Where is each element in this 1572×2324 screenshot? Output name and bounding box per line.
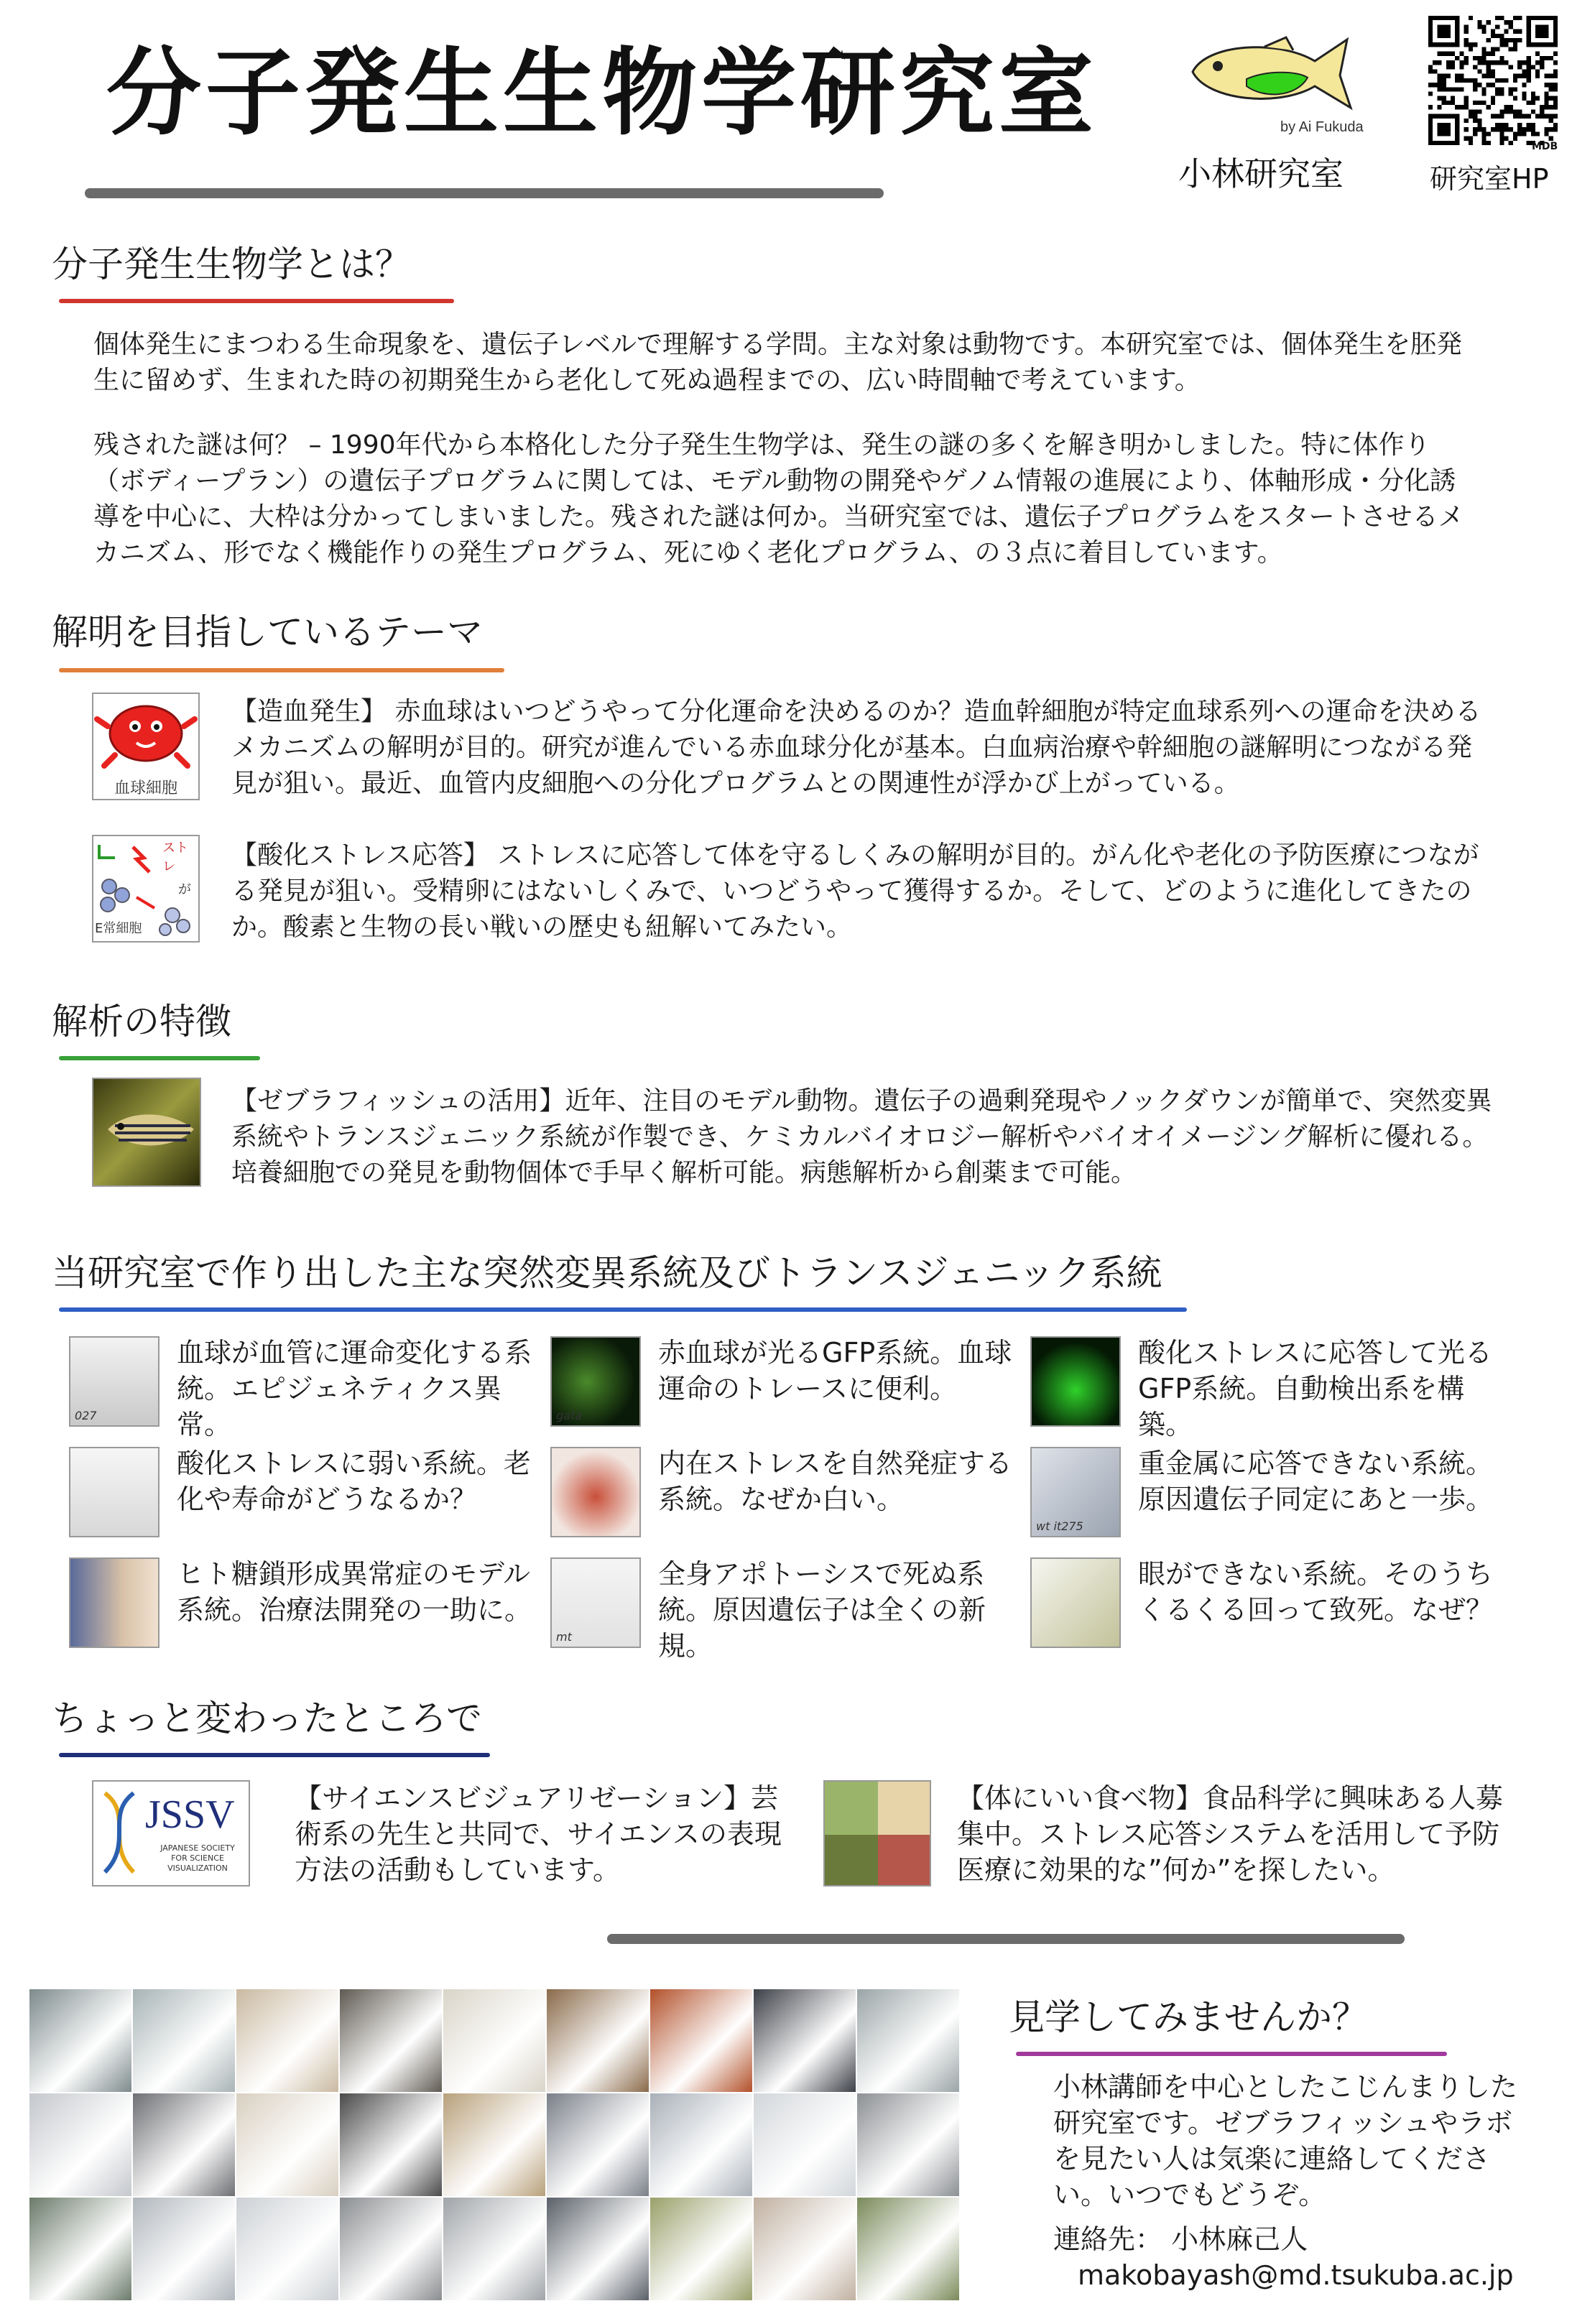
- themes-heading: 解明を目指しているテーマ: [52, 611, 483, 653]
- lab-photo-mosaic: [29, 1989, 961, 2302]
- misc-heading-underline: [59, 1753, 490, 1757]
- food-collage: [823, 1780, 931, 1886]
- lab-photo-tile: [856, 2197, 960, 2301]
- lab-photo-tile: [753, 2093, 856, 2197]
- lab-photo-tile: [443, 2197, 546, 2301]
- strain-thumbnail: [550, 1336, 641, 1427]
- title-divider: [85, 188, 884, 198]
- lab-photo-tile: [649, 1989, 753, 2093]
- lab-photo-tile: [339, 2197, 443, 2301]
- strain-description: 眼ができない系統。そのうちくるくる回って致死。なぜ？: [1138, 1558, 1494, 1626]
- lab-photo-tile: [236, 1989, 339, 2093]
- lab-photo-tile: [29, 2197, 132, 2301]
- lab-photo-tile: [132, 1989, 236, 2093]
- intro-heading: 分子発生生物学とは？: [52, 244, 411, 285]
- qr-corner-text: MDB: [1532, 141, 1558, 152]
- strain-description: 全身アポトーシスで死ぬ系統。原因遺伝子は全くの新規。: [658, 1558, 986, 1662]
- lab-photo-tile: [546, 1989, 649, 2093]
- intro-heading-underline: [59, 299, 454, 303]
- strain-thumbnail: [69, 1336, 159, 1427]
- strain-thumbnail-label: mt: [556, 1630, 572, 1644]
- oxidative-stress-icon: [92, 835, 200, 943]
- zebrafish-icon: [93, 1079, 200, 1185]
- themes-heading-underline: [59, 668, 504, 672]
- strain-description: 赤血球が光るGFP系統。血球運命のトレースに便利。: [658, 1337, 1012, 1404]
- stress-icon-mid-label: が: [178, 882, 191, 897]
- strain-thumbnail: [1030, 1447, 1121, 1537]
- strain-thumbnail-label: 027: [75, 1409, 97, 1422]
- strain-thumbnail-label: wt it275: [1036, 1519, 1083, 1533]
- qr-code-icon[interactable]: [1428, 16, 1558, 145]
- lab-photo-tile: [856, 1989, 960, 2093]
- strain-thumbnail-label: gata: [556, 1409, 583, 1422]
- strain-thumbnail: [550, 1557, 641, 1648]
- lab-photo-tile: [339, 2093, 443, 2197]
- visit-heading-underline: [1016, 2052, 1447, 2056]
- blood-cell-caption: 血球細胞: [114, 779, 177, 797]
- contact-email[interactable]: makobayash@md.tsukuba.ac.jp: [1078, 2259, 1514, 2291]
- theme-hematopoiesis-text: 【造血発生】 赤血球はいつどうやって分化運命を決めるのか？造血幹細胞が特定血球系列への運命を決めるメカニズムの解明が目的。研究が進んでいる赤血球分化が基本。白血病治療や幹細胞の謎解明につながる発見が狙い。最近、血管内皮細胞への分化プログラムとの関連性が浮かび上がっている。: [231, 697, 1481, 798]
- contact-label: 連絡先：: [1053, 2223, 1163, 2255]
- jssv-logo: [92, 1780, 250, 1886]
- strain-thumbnail: [1030, 1336, 1121, 1427]
- strain-thumbnail: [1030, 1557, 1121, 1648]
- theme-oxidative-stress-text: 【酸化ストレス応答】 ストレスに応答して体を守るしくみの解明が目的。がん化や老化の予防医療につながる発見が狙い。受精卵にはないしくみで、いつどうやって獲得するか。そして、どのように進化してきたのか。酸素と生物の長い戦いの歴史も紐解いてみたい。: [231, 841, 1479, 942]
- illustration-credit: by Ai Fukuda: [1280, 119, 1364, 135]
- jssv-wordmark: JSSV: [145, 1792, 235, 1837]
- stress-icon-label: ストレ: [162, 841, 188, 874]
- lab-photo-tile: [443, 1989, 546, 2093]
- lab-name: 小林研究室: [1178, 154, 1344, 193]
- visit-heading: 見学してみませんか？: [1009, 1996, 1368, 2038]
- normal-cell-caption: E常細胞: [95, 921, 142, 936]
- lab-photo-tile: [753, 2197, 856, 2301]
- page-title: 分子発生生物学研究室: [106, 38, 1098, 149]
- strains-heading: 当研究室で作り出した主な突然変異系統及びトランスジェニック系統: [52, 1252, 1162, 1294]
- blood-cell-icon: [92, 693, 200, 800]
- strain-description: ヒト糖鎖形成異常症のモデル系統。治療法開発の一助に。: [177, 1558, 532, 1626]
- intro-paragraph-1: 個体発生にまつわる生命現象を、遺伝子レベルで理解する学問。主な対象は動物です。本研究室では、個体発生を胚発生に留めず、生まれた時の初期発生から老化して死ぬ過程までの、広い時間軸で考えています。: [93, 330, 1463, 395]
- visit-text: 小林講師を中心としたこじんまりした研究室です。ゼブラフィッシュやラボを見たい人は気楽に連絡してください。いつでもどうぞ。: [1053, 2071, 1518, 2210]
- healthy-food-text: 【体にいい食べ物】食品科学に興味ある人募集中。ストレス応答システムを活用して予防医療に効果的な”何か”を探したい。: [957, 1782, 1504, 1886]
- contact-line: [1053, 2221, 1308, 2257]
- strain-thumbnail: [69, 1557, 159, 1648]
- lab-photo-tile: [29, 2093, 132, 2197]
- red-blood-cell-icon: [93, 694, 198, 773]
- lab-photo-tile: [649, 2093, 753, 2197]
- science-visualization-text: 【サイエンスビジュアリゼーション】芸術系の先生と共同で、サイエンスの表現方法の活動もしています。: [295, 1782, 782, 1886]
- strain-description: 血球が血管に運命変化する系統。エピジェネティクス異常。: [177, 1337, 532, 1440]
- lab-photo-tile: [546, 2093, 649, 2197]
- lab-photo-tile: [856, 2093, 960, 2197]
- zebrafish-feature-text: 【ゼブラフィッシュの活用】近年、注目のモデル動物。遺伝子の過剰発現やノックダウンが簡単で、突然変異系統やトランスジェニック系統が作製でき、ケミカルバイオロジー解析やバイオイメージング解析に優れる。培養細胞での発見を動物個体で手早く解析可能。病態解析から創薬まで可能。: [231, 1086, 1492, 1188]
- lab-photo-tile: [132, 2093, 236, 2197]
- jssv-subtitle: JAPANESE SOCIETY FOR SCIENCE VISUALIZATION: [160, 1843, 235, 1873]
- lab-photo-tile: [443, 2093, 546, 2197]
- strain-description: 重金属に応答できない系統。原因遺伝子同定にあと一歩。: [1138, 1448, 1494, 1515]
- lab-photo-tile: [339, 1989, 443, 2093]
- lab-photo-tile: [29, 1989, 132, 2093]
- lab-photo-tile: [546, 2197, 649, 2301]
- features-heading: 解析の特徴: [52, 1001, 231, 1042]
- dna-helix-icon: [98, 1786, 141, 1879]
- strain-thumbnail: [550, 1447, 641, 1537]
- lab-photo-tile: [753, 1989, 856, 2093]
- intro-paragraph-2: 残された謎は何？ – 1990年代から本格化した分子発生生物学は、発生の謎の多くを解き明かしました。特に体作り（ボディープラン）の遺伝子プログラムに関しては、モデル動物の開発やゲノム情報の進展により、体軸形成・分化誘導を中心に、大枠は分かってしまいました。残された謎は何か。当研究室では、遺伝子プログラムをスタートさせるメカニズム、形でなく機能作りの発生プログラム、死にゆく老化プログラム、の３点に着目しています。: [93, 430, 1464, 568]
- contact-name: 小林麻己人: [1171, 2223, 1308, 2255]
- fish-logo-icon: [1178, 29, 1358, 122]
- lab-photo-tile: [236, 2197, 339, 2301]
- features-heading-underline: [59, 1056, 260, 1060]
- strain-description: 内在ストレスを自然発症する系統。なぜか白い。: [658, 1448, 1012, 1515]
- lab-photo-tile: [649, 2197, 753, 2301]
- lab-photo-tile: [132, 2197, 236, 2301]
- qr-label: 研究室HP: [1430, 163, 1549, 195]
- strain-description: 酸化ストレスに弱い系統。老化や寿命がどうなるか？: [177, 1448, 531, 1515]
- strain-description: 酸化ストレスに応答して光るGFP系統。自動検出系を構築。: [1138, 1337, 1492, 1440]
- zebrafish-photo: [92, 1078, 201, 1187]
- footer-divider: [607, 1934, 1405, 1944]
- lab-photo-tile: [236, 2093, 339, 2197]
- strain-thumbnail: [69, 1447, 159, 1537]
- misc-heading: ちょっと変わったところで: [52, 1698, 482, 1739]
- strains-heading-underline: [59, 1307, 1187, 1312]
